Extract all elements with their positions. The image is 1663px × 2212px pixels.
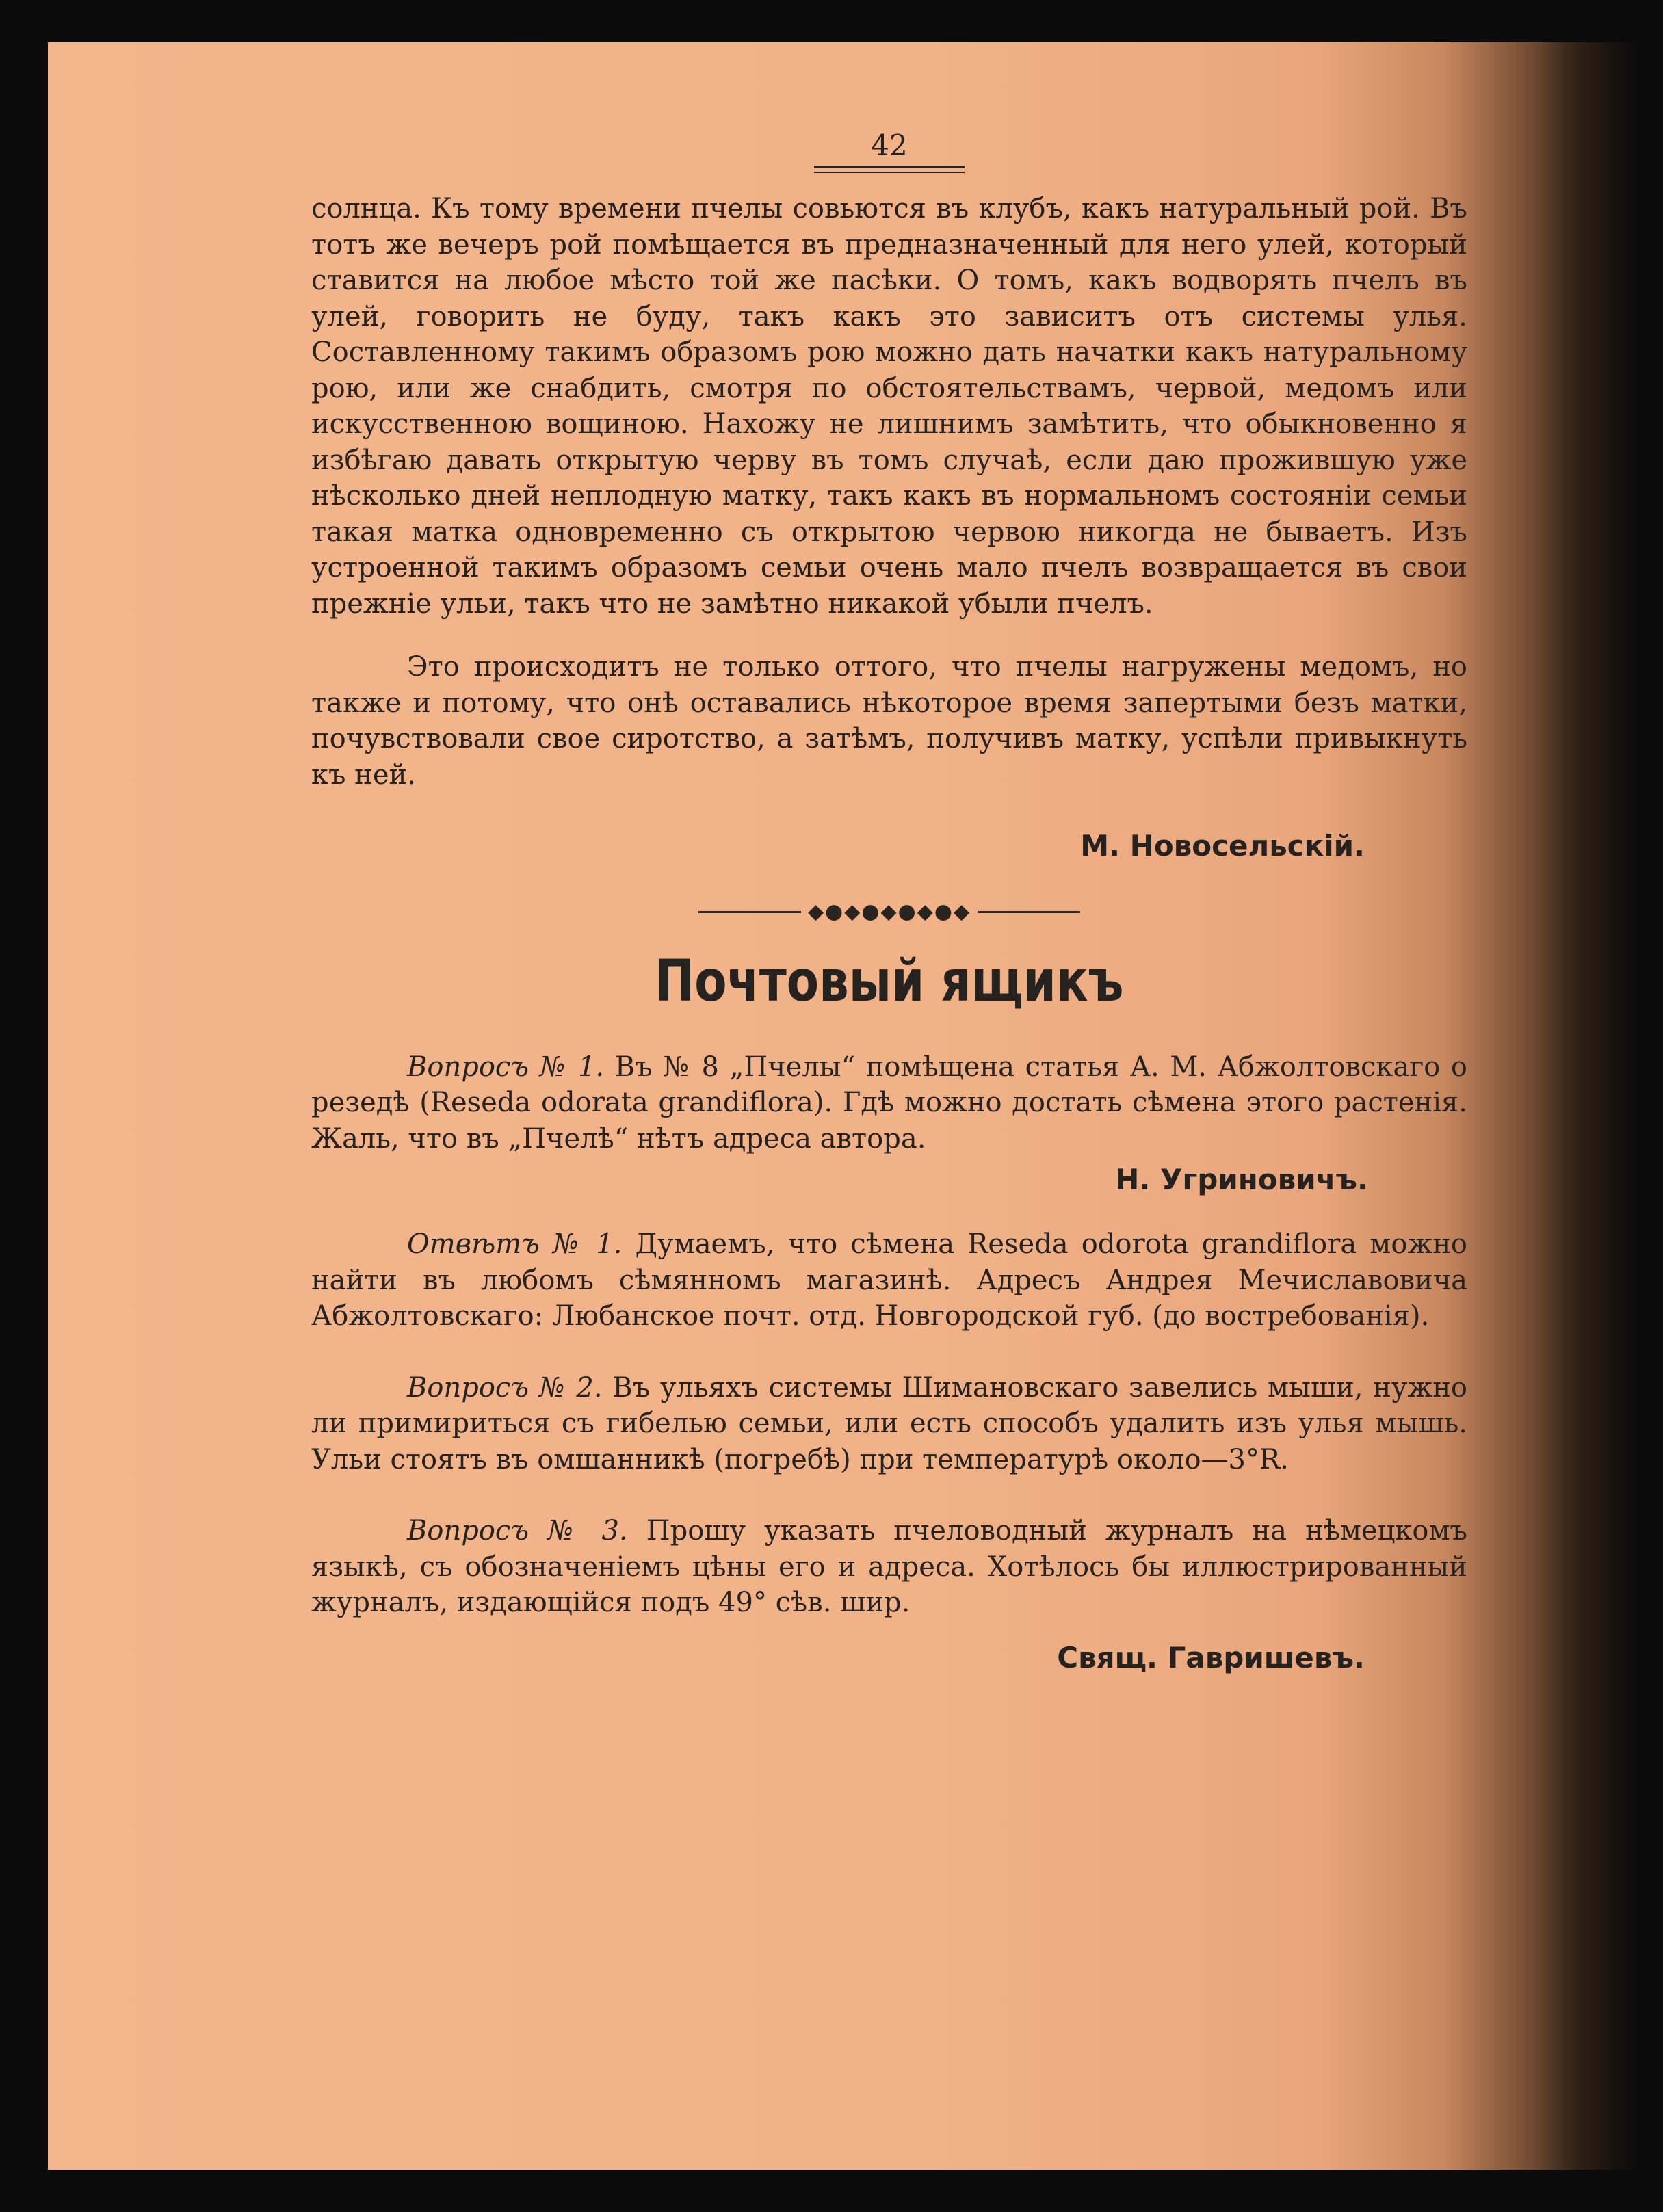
question-3 (311, 1513, 1467, 1621)
question-2-text: Въ ульяхъ системы Шимановскаго завелись мыши, нужно ли примириться съ гибелью семьи, или есть способъ удалить изъ улья мышь. Ульи стоятъ въ омшанникѣ (погребѣ) при температурѣ около—3°R. (311, 1371, 1467, 1475)
answer-1-text: Думаемъ, что сѣмена Reseda odorota grandiflora можно найти въ любомъ сѣмянномъ магазинѣ. Адресъ Андрея Мечиславовича Абжолтовскаго: Любанское почт. отд. Новгородской губ. (до востребованія). (311, 1228, 1467, 1332)
ornament-divider (311, 898, 1467, 926)
page-number: 42 (871, 129, 908, 162)
question-2 (311, 1370, 1467, 1478)
divider-line-right (978, 911, 1080, 913)
book-page (48, 42, 1635, 2170)
question-2-label: Вопросъ № 2. (407, 1371, 603, 1404)
book-spine-shadow (1543, 42, 1635, 2170)
signature-novoselsky: М. Новосельскій. (1080, 829, 1365, 863)
divider-line-left (698, 911, 801, 913)
divider-ornament: ◆●◆●◆●◆●◆ (807, 899, 971, 924)
signature-ugrinovich: Н. Угриновичъ. (1115, 1163, 1368, 1196)
question-1-text: Въ № 8 „Пчелы“ помѣщена статья А. М. Абжолтовскаго о резедѣ (Reseda odorata grandiflora). Гдѣ можно достать сѣмена этого растенія. Жаль, что въ „Пчелѣ“ нѣтъ адреса автора. (311, 1051, 1467, 1155)
answer-1 (311, 1226, 1467, 1334)
signature-gavrishev: Свящ. Гавришевъ. (1057, 1640, 1365, 1674)
paragraph-1: солнца. Къ тому времени пчелы совьются въ клубъ, какъ натуральный рой. Въ тотъ же вечеръ рой помѣщается въ предназначенный для него улей, который ставится на любое мѣсто той же пасѣки. О томъ, какъ водворять пчелъ въ улей, говорить не буду, такъ какъ это зависитъ отъ системы улья. Составленному такимъ образомъ рою можно дать начатки какъ натуральному рою, или же снабдить, смотря по обстоятельствамъ, червой, медомъ или искусственною вощиною. Нахожу не лишнимъ замѣтить, что обыкновенно я избѣгаю давать открытую черву въ томъ случаѣ, если даю прожившую уже нѣсколько дней неплодную матку, такъ какъ въ нормальномъ состояніи семьи такая матка одновременно съ открытою червою никогда не бываетъ. Изъ устроенной такимъ образомъ семьи очень мало пчелъ возвращается въ свои прежніе ульи, такъ что не замѣтно никакой убыли пчелъ. (311, 193, 1467, 620)
answer-1-label: Отвѣтъ № 1. (407, 1228, 623, 1260)
page-number-rule (814, 166, 965, 173)
paragraph-2: Это происходитъ не только оттого, что пчелы нагружены медомъ, но также и потому, что онѣ оставались нѣкоторое время запертыми безъ матки, почувствовали свое сиротство, а затѣмъ, получивъ матку, успѣли привыкнуть къ ней. (311, 651, 1467, 791)
question-3-label: Вопросъ № 3. (407, 1515, 628, 1546)
page-content (311, 131, 1467, 1677)
question-1-label: Вопросъ № 1. (407, 1051, 605, 1083)
section-title: Почтовый ящикъ (655, 947, 1124, 1014)
question-1 (311, 1049, 1467, 1157)
question-3-text: Прошу указать пчеловодный журналъ на нѣмецкомъ языкѣ, съ обозначеніемъ цѣны его и адреса. Хотѣлось бы иллюстрированный журналъ, издающійся подъ 49° сѣв. шир. (311, 1515, 1468, 1618)
